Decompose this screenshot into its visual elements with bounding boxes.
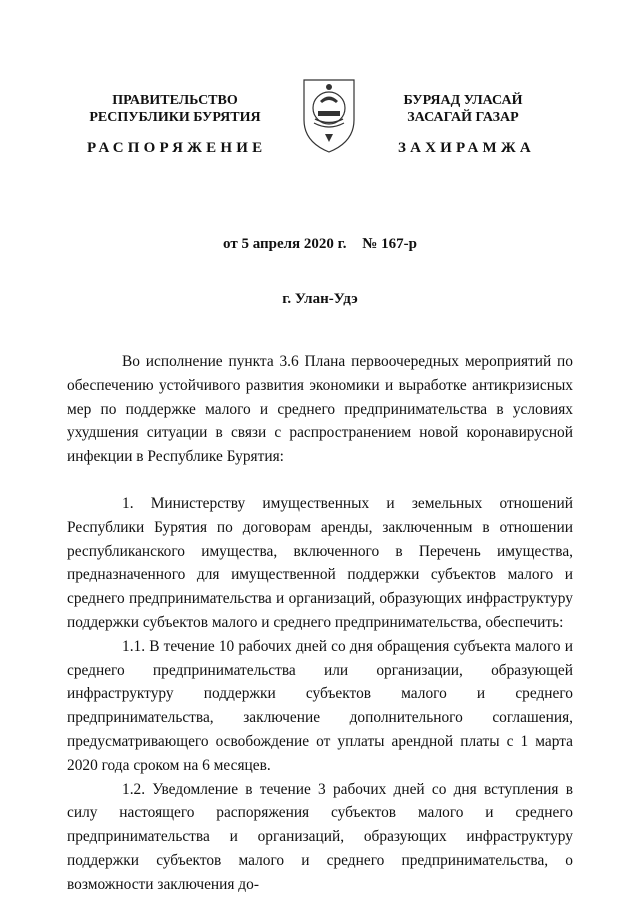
document-number: № 167-р	[362, 236, 417, 252]
document-type-buryat: ЗАХИРАМЖА	[398, 140, 535, 156]
intro-paragraph: Во исполнение пункта 3.6 Плана первоочередных мероприятий по обеспечению устойчивого развития экономики и выработке антикризисных мер по поддержке малого и среднего предпринимательства в условиях ухудшения ситуации в связи с распространением новой коронавирусной инфекции в Республике Бурятия:	[67, 353, 573, 466]
item-1-paragraph: 1. Министерству имущественных и земельных отношений Республики Бурятия по договорам аренды, заключенным в отношении республиканского имущества, включенного в Перечень имущества, предназначенного для имущественной поддержки субъектов малого и среднего предпринимательства и организаций, образующих инфраструктуру поддержки субъектов малого и среднего предпринимательства, обеспечить:	[67, 494, 573, 631]
government-name-russian	[80, 92, 270, 126]
document-body	[67, 350, 573, 897]
document-date-number	[0, 236, 640, 253]
government-name-line1: ПРАВИТЕЛЬСТВО	[112, 93, 238, 108]
document-city: г. Улан-Удэ	[282, 291, 358, 307]
government-name-buryat	[368, 92, 558, 126]
republic-of-buryatia-emblem-icon	[298, 74, 360, 154]
item-1-2-paragraph: 1.2. Уведомление в течение 3 рабочих дней со дня вступления в силу настоящего распоряжения субъектов малого и среднего предпринимательства и организаций, образующих инфраструктуру поддержки субъектов малого и среднего предпринимательства, о возможности заключения до-	[67, 780, 573, 893]
document-date: от 5 апреля 2020 г.	[223, 236, 347, 252]
government-name-buryat-line1: БУРЯАД УЛАСАЙ	[403, 93, 523, 108]
government-name-buryat-line2: ЗАСАГАЙ ГАЗАР	[407, 110, 519, 125]
document-type-russian: РАСПОРЯЖЕНИЕ	[87, 140, 267, 156]
government-name-line2: РЕСПУБЛИКИ БУРЯТИЯ	[89, 110, 261, 125]
item-1-1-paragraph: 1.1. В течение 10 рабочих дней со дня обращения субъекта малого и среднего предпринимательства или организации, образующей инфраструктуру поддержки субъектов малого и среднего предпринимательства, заключение дополнительного соглашения, предусматривающего освобождение от уплаты арендной платы с 1 марта 2020 года сроком на 6 месяцев.	[67, 637, 573, 774]
